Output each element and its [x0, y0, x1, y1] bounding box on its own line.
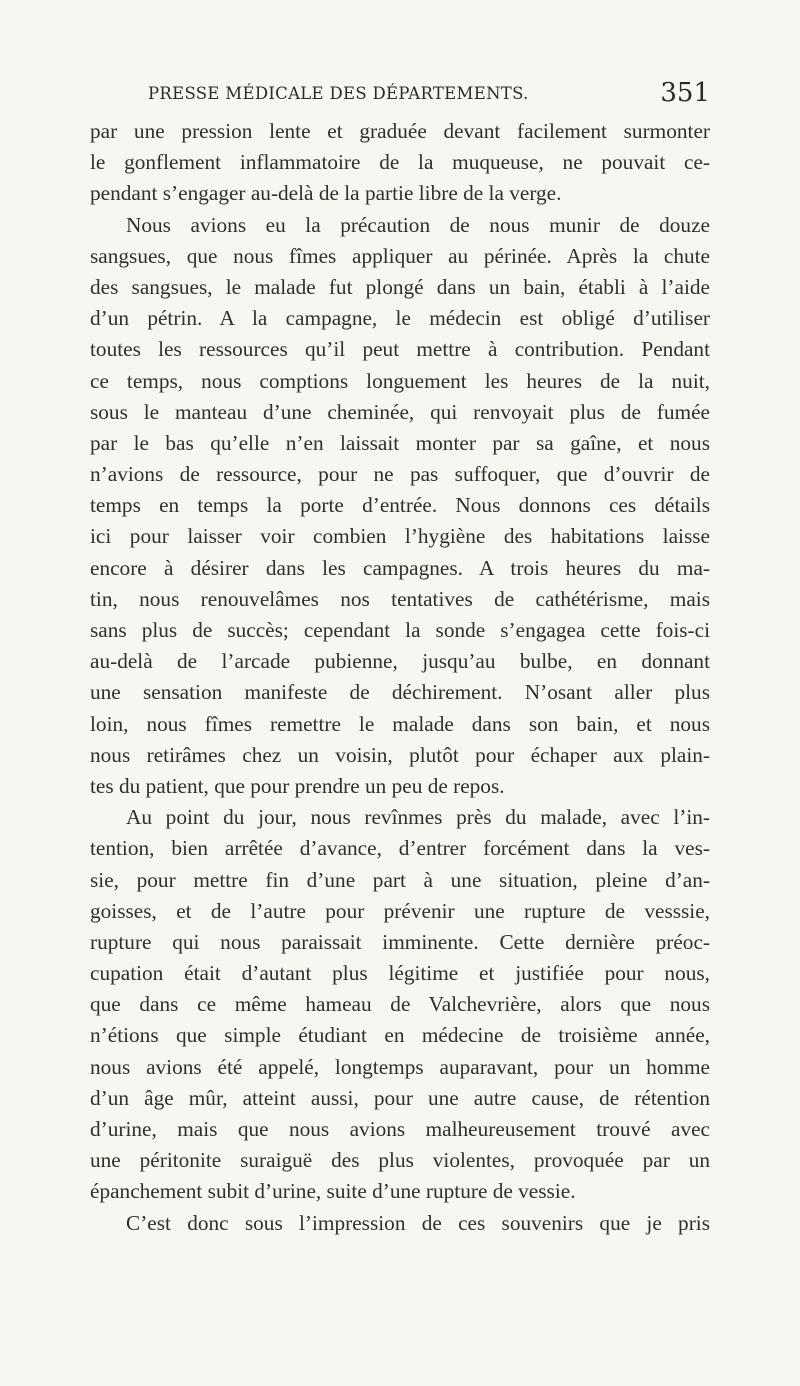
text-line: nous avions été appelé, longtemps auparavant, pour un homme: [90, 1054, 710, 1079]
text-line: temps en temps la porte d’entrée. Nous donnons ces détails: [90, 493, 710, 518]
text-line: ici pour laisser voir combien l’hygiène des habitations laisse: [90, 524, 710, 549]
running-head: PRESSE MÉDICALE DES DÉPARTEMENTS.: [148, 84, 529, 103]
text-line: au-delà de l’arcade pubienne, jusqu’au bulbe, en donnant: [90, 649, 710, 674]
page-number: 351: [660, 78, 710, 108]
text-line: sangsues, que nous fîmes appliquer au périnée. Après la chute: [90, 243, 710, 268]
paragraph-start-line: Au point du jour, nous revînmes près du malade, avec l’in-: [126, 805, 710, 830]
paragraph-start-line: Nous avions eu la précaution de nous munir de douze: [126, 212, 710, 237]
text-line: sans plus de succès; cependant la sonde s’engagea cette fois-ci: [90, 618, 710, 642]
page-header: [140, 78, 710, 112]
text-line: ce temps, nous comptions longuement les heures de la nuit,: [90, 368, 710, 393]
text-line: encore à désirer dans les campagnes. A trois heures du ma-: [90, 555, 710, 580]
text-line: par le bas qu’elle n’en laissait monter par sa gaîne, et nous: [90, 430, 710, 455]
text-line: n’étions que simple étudiant en médecine de troisième année,: [90, 1023, 710, 1048]
body-text: [90, 116, 710, 1239]
text-line: le gonflement inflammatoire de la muqueuse, ne pouvait ce-: [90, 150, 710, 175]
text-line: d’un pétrin. A la campagne, le médecin est obligé d’utiliser: [90, 306, 710, 331]
text-line: tin, nous renouvelâmes nos tentatives de cathétérisme, mais: [90, 586, 710, 611]
text-line: que dans ce même hameau de Valchevrière, alors que nous: [90, 992, 710, 1017]
text-line: sous le manteau d’une cheminée, qui renvoyait plus de fumée: [90, 399, 710, 424]
text-line: d’urine, mais que nous avions malheureusement trouvé avec: [90, 1117, 710, 1141]
text-line: épanchement subit d’urine, suite d’une rupture de vessie.: [90, 1179, 576, 1204]
text-line: par une pression lente et graduée devant facilement surmonter: [90, 119, 710, 143]
text-line: n’avions de ressource, pour ne pas suffoquer, que d’ouvrir de: [90, 462, 710, 487]
text-line: une péritonite suraiguë des plus violentes, provoquée par un: [90, 1148, 710, 1173]
text-line: toutes les ressources qu’il peut mettre à contribution. Pendant: [90, 337, 710, 362]
text-line: loin, nous fîmes remettre le malade dans son bain, et nous: [90, 711, 710, 736]
text-line: nous retirâmes chez un voisin, plutôt pour échaper aux plain-: [90, 742, 710, 767]
text-line: rupture qui nous paraissait imminente. Cette dernière préoc-: [90, 929, 710, 954]
text-line: des sangsues, le malade fut plongé dans un bain, établi à l’aide: [90, 274, 710, 299]
text-line: cupation était d’autant plus légitime et justifiée pour nous,: [90, 961, 710, 986]
text-line: goisses, et de l’autre pour prévenir une rupture de vesssie,: [90, 898, 710, 923]
text-line: d’un âge mûr, atteint aussi, pour une autre cause, de rétention: [90, 1085, 710, 1110]
text-line: tes du patient, que pour prendre un peu de repos.: [90, 773, 505, 798]
text-line: pendant s’engager au-delà de la partie libre de la verge.: [90, 181, 562, 206]
paragraph-start-line: C’est donc sous l’impression de ces souvenirs que je pris: [126, 1210, 710, 1235]
text-line: une sensation manifeste de déchirement. N’osant aller plus: [90, 680, 710, 705]
text-line: tention, bien arrêtée d’avance, d’entrer forcément dans la ves-: [90, 836, 710, 861]
text-line: sie, pour mettre fin d’une part à une situation, pleine d’an-: [90, 867, 710, 892]
